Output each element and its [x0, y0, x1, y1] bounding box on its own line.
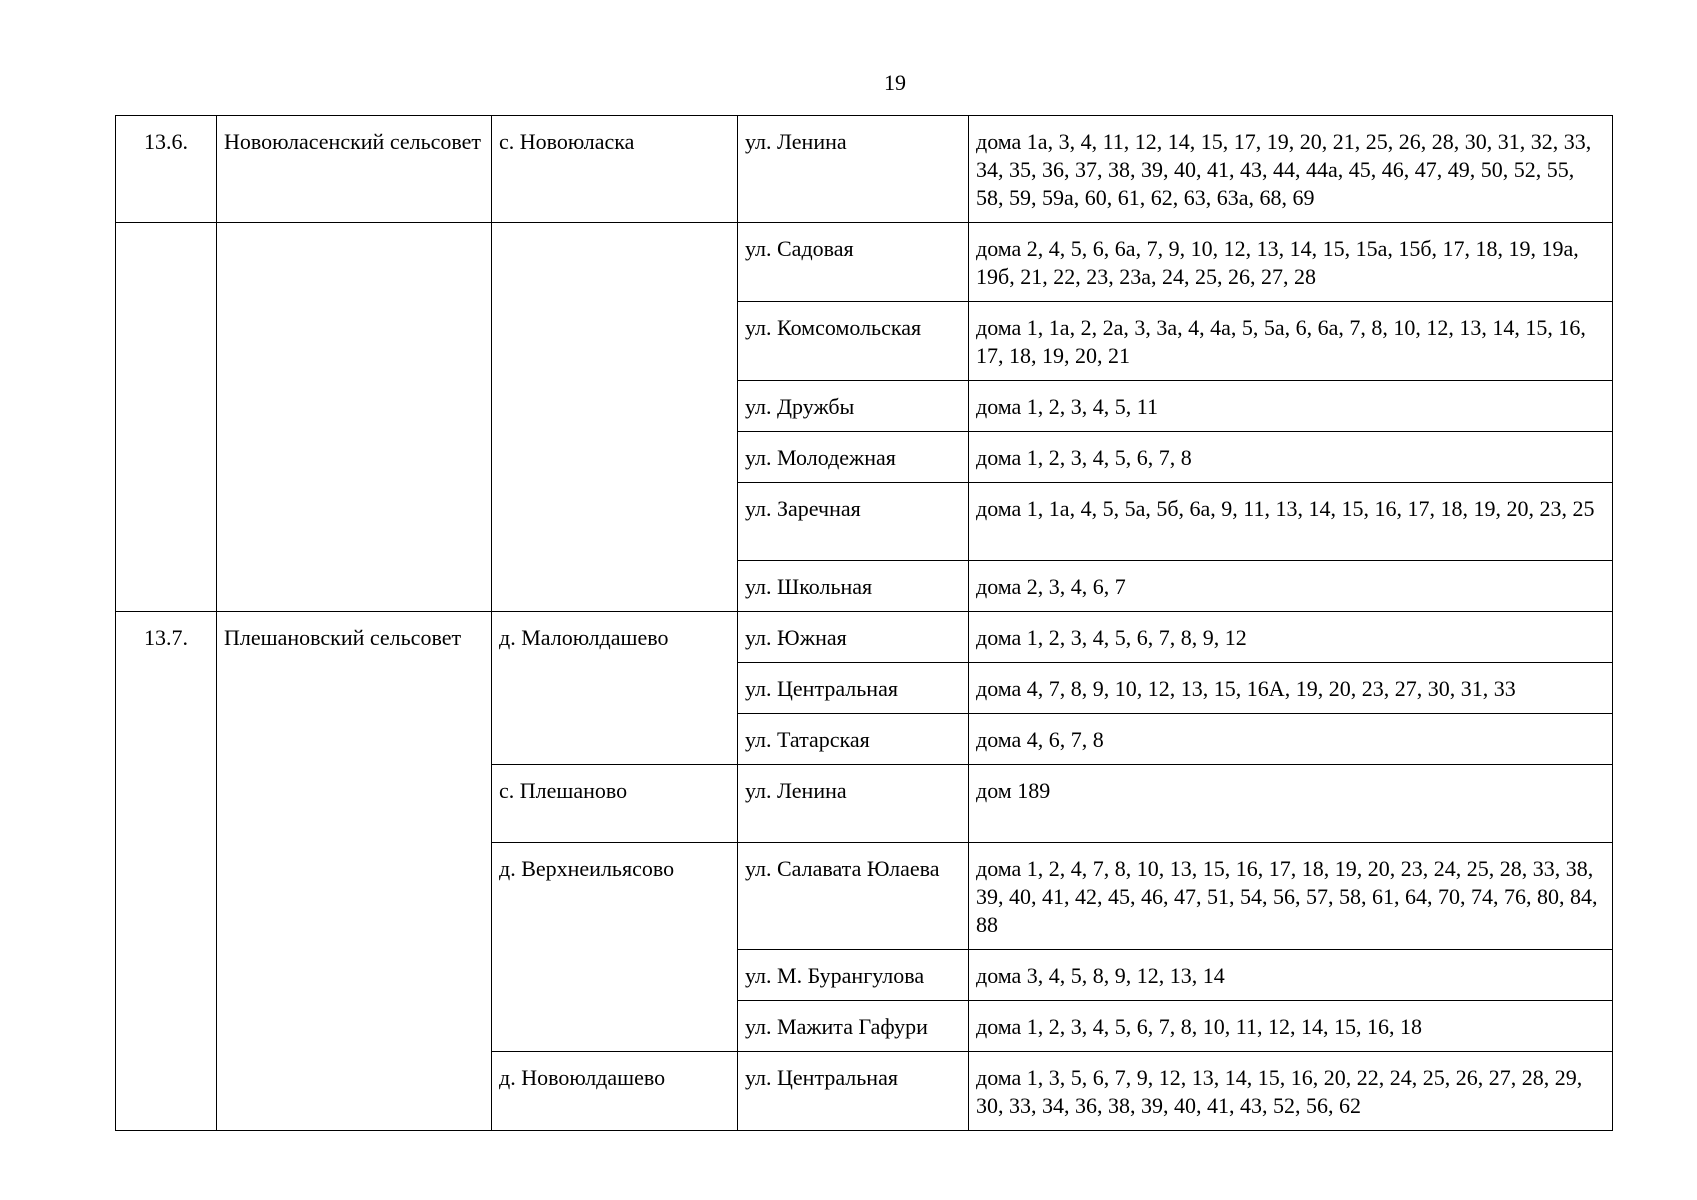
council-cell: Плешановский сельсовет	[217, 612, 492, 1131]
houses-cell: дома 1, 2, 3, 4, 5, 11	[969, 381, 1613, 432]
houses-cell: дома 1, 2, 4, 7, 8, 10, 13, 15, 16, 17, 18, 19, 20, 23, 24, 25, 28, 33, 38, 39, 40, 41, 42, 45, 46, 47, 51, 54, 56, 57, 58, 61, 64, 70, 74, 76, 80, 84, 88	[969, 843, 1613, 950]
houses-cell: дома 1, 3, 5, 6, 7, 9, 12, 13, 14, 15, 16, 20, 22, 24, 25, 26, 27, 28, 29, 30, 33, 34, 36, 38, 39, 40, 41, 43, 52, 56, 62	[969, 1052, 1613, 1131]
houses-cell: дома 1, 1а, 4, 5, 5а, 5б, 6а, 9, 11, 13, 14, 15, 16, 17, 18, 19, 20, 23, 25	[969, 483, 1613, 561]
houses-cell: дома 1, 2, 3, 4, 5, 6, 7, 8	[969, 432, 1613, 483]
street-cell: ул. Центральная	[738, 1052, 969, 1131]
settlement-cell: д. Новоюлдашево	[492, 1052, 738, 1131]
houses-cell: дома 1, 1а, 2, 2а, 3, 3а, 4, 4а, 5, 5а, 6, 6а, 7, 8, 10, 12, 13, 14, 15, 16, 17, 18, 19, 20, 21	[969, 302, 1613, 381]
houses-cell: дома 1, 2, 3, 4, 5, 6, 7, 8, 9, 12	[969, 612, 1613, 663]
council-cell	[217, 223, 492, 612]
street-cell: ул. Молодежная	[738, 432, 969, 483]
street-cell: ул. Мажита Гафури	[738, 1001, 969, 1052]
table-row	[116, 116, 1613, 223]
street-cell: ул. Ленина	[738, 116, 969, 223]
street-cell: ул. Салавата Юлаева	[738, 843, 969, 950]
table-row	[116, 223, 1613, 302]
street-cell: ул. Южная	[738, 612, 969, 663]
address-table	[115, 115, 1613, 1131]
street-cell: ул. М. Бурангулова	[738, 950, 969, 1001]
street-cell: ул. Школьная	[738, 561, 969, 612]
street-cell: ул. Татарская	[738, 714, 969, 765]
houses-cell: дома 4, 7, 8, 9, 10, 12, 13, 15, 16А, 19, 20, 23, 27, 30, 31, 33	[969, 663, 1613, 714]
settlement-cell	[492, 223, 738, 612]
street-cell: ул. Центральная	[738, 663, 969, 714]
houses-cell: дом 189	[969, 765, 1613, 843]
page-number: 19	[884, 70, 906, 95]
houses-cell: дома 2, 3, 4, 6, 7	[969, 561, 1613, 612]
street-cell: ул. Ленина	[738, 765, 969, 843]
houses-cell: дома 4, 6, 7, 8	[969, 714, 1613, 765]
houses-cell: дома 1, 2, 3, 4, 5, 6, 7, 8, 10, 11, 12, 14, 15, 16, 18	[969, 1001, 1613, 1052]
settlement-cell: д. Малоюлдашево	[492, 612, 738, 765]
houses-cell: дома 1а, 3, 4, 11, 12, 14, 15, 17, 19, 20, 21, 25, 26, 28, 30, 31, 32, 33, 34, 35, 36, 37, 38, 39, 40, 41, 43, 44, 44а, 45, 46, 47, 49, 50, 52, 55, 58, 59, 59а, 60, 61, 62, 63, 63а, 68, 69	[969, 116, 1613, 223]
houses-cell: дома 3, 4, 5, 8, 9, 12, 13, 14	[969, 950, 1613, 1001]
section-number-cell: 13.6.	[116, 116, 217, 223]
settlement-cell: с. Новоюласка	[492, 116, 738, 223]
section-number-cell	[116, 223, 217, 612]
street-cell: ул. Дружбы	[738, 381, 969, 432]
houses-cell: дома 2, 4, 5, 6, 6а, 7, 9, 10, 12, 13, 14, 15, 15а, 15б, 17, 18, 19, 19а, 19б, 21, 22, 23, 23а, 24, 25, 26, 27, 28	[969, 223, 1613, 302]
street-cell: ул. Комсомольская	[738, 302, 969, 381]
street-cell: ул. Садовая	[738, 223, 969, 302]
street-cell: ул. Заречная	[738, 483, 969, 561]
section-number-cell: 13.7.	[116, 612, 217, 1131]
council-cell: Новоюласенский сельсовет	[217, 116, 492, 223]
settlement-cell: д. Верхнеильясово	[492, 843, 738, 1052]
settlement-cell: с. Плешаново	[492, 765, 738, 843]
table-row	[116, 612, 1613, 663]
